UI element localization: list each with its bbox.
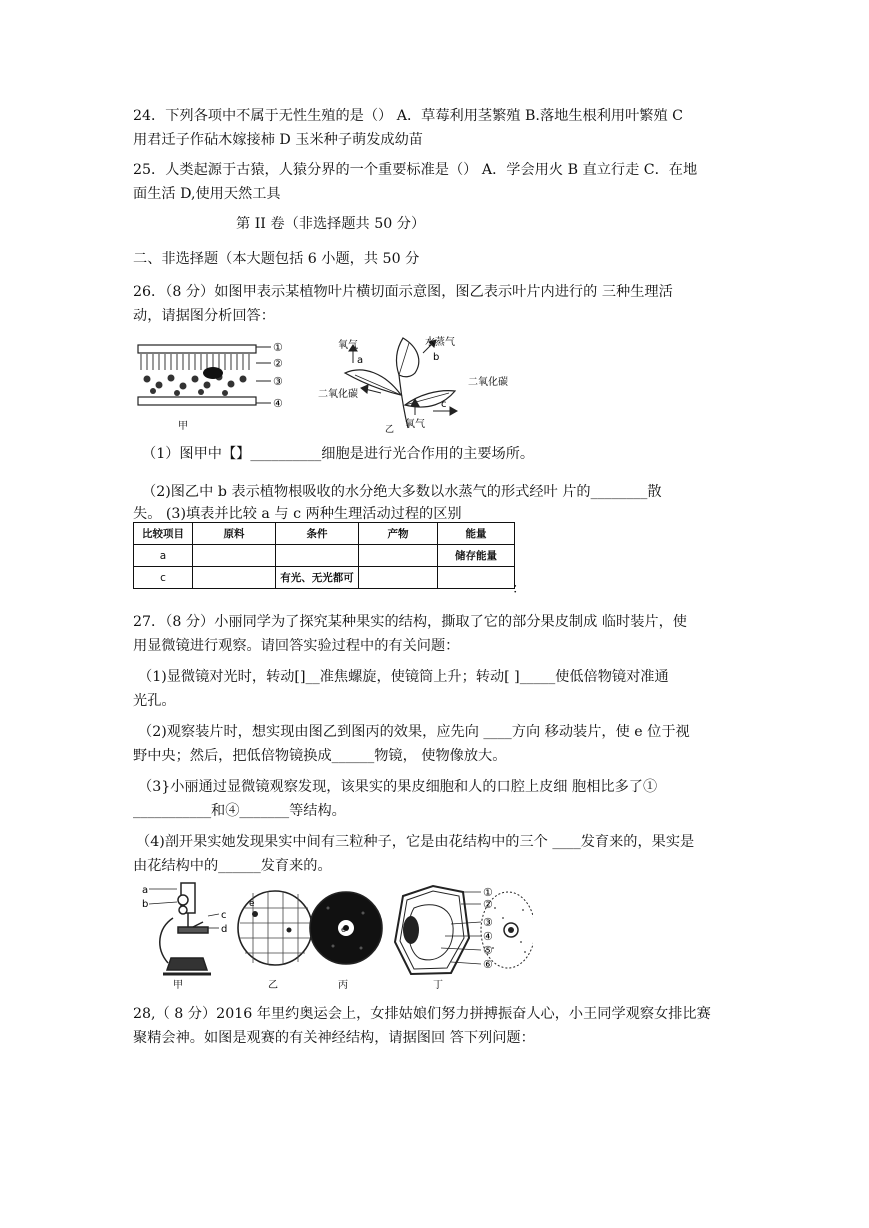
q27-sub4-line2: 由花结构中的______发育来的。	[133, 858, 332, 874]
table-tail: ：	[512, 581, 526, 597]
fig-jia-label: 甲	[173, 980, 183, 991]
cell-mark-2: ②	[483, 898, 493, 911]
q24-line2: 用君迁子作砧木嫁接柿 D 玉米种子萌发成幼苗	[133, 132, 423, 148]
cell-mark-5: ⑤	[483, 944, 493, 957]
label-co2-left: 二氧化碳	[318, 389, 358, 400]
table-header-row	[134, 523, 515, 545]
q26-sub1: （1）图甲中【】__________细胞是进行光合作用的主要场所。	[142, 446, 535, 462]
q26-line1: 26．（8 分）如图甲表示某植物叶片横切面示意图，图乙表示叶片内进行的 三种生理活	[133, 284, 673, 300]
cell-mark-3: ③	[483, 916, 493, 929]
mic-label-b: b	[142, 899, 149, 910]
label-water-vapor: 水蒸气	[425, 337, 455, 348]
section-heading: 二、非选择题（本大题包括 6 小题，共 50 分	[133, 251, 420, 267]
q27-figure	[133, 878, 533, 993]
comparison-table	[133, 522, 515, 589]
q27-sub3-line1: （3}小丽通过显微镜观察发现，该果实的果皮细胞和人的口腔上皮细 胞相比多了①	[138, 779, 658, 795]
table-cell	[438, 567, 515, 589]
fig-yi-label: 乙	[385, 425, 395, 433]
fig-yi-label: 乙	[268, 980, 278, 991]
label-e-center: e	[341, 925, 346, 934]
label-e-top: e	[249, 899, 255, 909]
table-cell: c	[134, 567, 193, 589]
q26-sub2-line2: 失。 (3)填表并比较 a 与 c 两种生理活动过程的区别	[133, 506, 462, 522]
field-of-view-bing	[310, 892, 382, 964]
q27-sub4-line1: （4)剖开果实她发现果实中间有三粒种子，它是由花结构中的三个 ____发育来的，果实是	[136, 834, 695, 850]
leaf-cross-section	[138, 345, 271, 405]
label-b: b	[433, 352, 440, 363]
label-co2-right: 二氧化碳	[468, 377, 508, 388]
cell-mark-6: ⑥	[483, 958, 493, 971]
label-oxygen-bottom: 氧气	[405, 419, 425, 430]
q25-line1: 25．人类起源于古猿，人猿分界的一个重要标准是（） A．学会用火 B 直立行走 C．在地	[133, 162, 698, 178]
q27-line1: 27．（8 分）小丽同学为了探究某种果实的结构，撕取了它的部分果皮制成 临时装片，使	[133, 614, 687, 630]
q27-sub2-line2: 野中央；然后，把低倍物镜换成______物镜， 使物像放大。	[133, 748, 507, 764]
label-c: c	[441, 399, 447, 410]
table-cell: a	[134, 545, 193, 567]
table-cell: 储存能量	[438, 545, 515, 567]
q26-line2: 动，请据图分析回答：	[133, 308, 275, 324]
table-header-cell: 能量	[438, 523, 515, 545]
q27-sub1-line2: 光孔。	[133, 693, 176, 709]
q25-line2: 面生活 D,使用天然工具	[133, 186, 281, 202]
mic-label-d: d	[221, 924, 228, 935]
q26-sub2-line1: （2)图乙中 b 表示植物根吸收的水分绝大多数以水蒸气的形式经叶 片的________散	[142, 484, 662, 500]
leaf-diagrams	[133, 333, 533, 433]
layer-mark-3: ③	[273, 375, 283, 388]
plant-cell	[395, 886, 481, 974]
fig-bing-label: 丙	[338, 980, 348, 991]
q26-figure	[133, 333, 533, 433]
table-header-cell: 比较项目	[134, 523, 193, 545]
table-header-cell: 条件	[276, 523, 359, 545]
mic-label-c: c	[221, 910, 227, 921]
q27-line2: 用显微镜进行观察。请回答实验过程中的有关问题：	[133, 638, 460, 654]
layer-mark-2: ②	[273, 357, 283, 370]
microscope-diagrams	[133, 878, 533, 993]
label-oxygen-top: 氧气	[338, 340, 358, 351]
layer-mark-4: ④	[273, 397, 283, 410]
table-cell	[359, 545, 438, 567]
mic-label-a: a	[142, 885, 149, 896]
table-cell	[193, 567, 276, 589]
table-cell	[193, 545, 276, 567]
cell-mark-4: ④	[483, 930, 493, 943]
comparison-table-wrap	[133, 522, 515, 589]
q27-sub1-line1: （1)显微镜对光时，转动[]__准焦螺旋，使镜筒上升；转动[ ]_____使低倍物镜对准通	[138, 669, 669, 685]
table-row	[134, 567, 515, 589]
table-row	[134, 545, 515, 567]
table-cell: 有光、无光都可	[276, 567, 359, 589]
table-cell	[359, 567, 438, 589]
microscope-icon	[160, 883, 211, 974]
table-cell	[276, 545, 359, 567]
q27-sub2-line1: （2)观察装片时，想实现由图乙到图丙的效果，应先向 ____方向 移动装片，使 e 位于视	[138, 724, 690, 740]
table-header-cell: 原料	[193, 523, 276, 545]
q27-sub3-line2: ___________和④_______等结构。	[133, 803, 346, 819]
table-header-cell: 产物	[359, 523, 438, 545]
q28-line2: 聚精会神。如图是观赛的有关神经结构，请据图回 答下列问题：	[133, 1030, 535, 1046]
fig-ding-label: 丁	[433, 980, 443, 991]
label-a: a	[357, 355, 364, 366]
section-title: 第 II 卷（非选择题共 50 分）	[236, 216, 426, 232]
q24-line1: 24．下列各项中不属于无性生殖的是（） A．草莓利用茎繁殖 B.落地生根利用叶繁殖 C	[133, 108, 683, 124]
q28-line1: 28,（ 8 分）2016 年里约奥运会上，女排姑娘们努力拼搏振奋人心，小王同学观察女排比赛	[133, 1006, 711, 1022]
cell-mark-1: ①	[483, 886, 493, 899]
layer-mark-1: ①	[273, 341, 283, 354]
fig-jia-label: 甲	[178, 421, 188, 432]
